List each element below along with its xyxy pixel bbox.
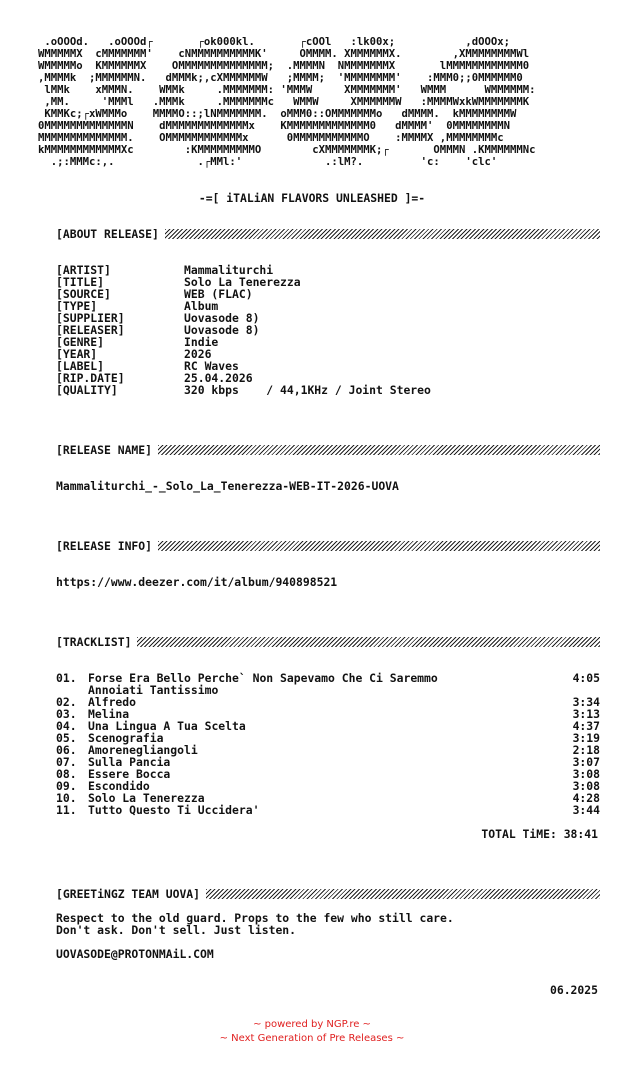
track-title: Amorenegliangoli	[88, 743, 198, 757]
tagline: -=[ iTALiAN FLAVORS UNLEASHED ]=-	[198, 191, 426, 205]
about-key: [TYPE]	[56, 299, 98, 313]
hatched-bar	[158, 541, 600, 551]
about-value: Album	[184, 299, 219, 313]
hatched-bar	[158, 445, 600, 455]
track-row	[56, 804, 600, 816]
hatched-bar	[206, 889, 600, 899]
about-key: [SOURCE]	[56, 287, 111, 301]
about-row-year	[56, 348, 431, 360]
track-title: Melina	[88, 707, 130, 721]
track-duration: 3:19	[572, 731, 600, 745]
track-number: 10.	[56, 791, 77, 805]
tracklist	[56, 672, 600, 816]
track-duration: 3:08	[572, 767, 600, 781]
section-header-greetings	[56, 888, 600, 900]
total-time: TOTAL TiME: 38:41	[481, 827, 598, 841]
about-key: [TITLE]	[56, 275, 105, 289]
track-row	[56, 672, 600, 696]
track-duration: 2:18	[572, 743, 600, 757]
section-header-about	[56, 228, 600, 240]
footer-line-tagline: ~ Next Generation of Pre Releases ~	[219, 1033, 405, 1044]
track-duration: 3:13	[572, 707, 600, 721]
track-number: 06.	[56, 743, 77, 757]
about-value: WEB (FLAC)	[184, 287, 253, 301]
track-duration: 3:44	[572, 803, 600, 817]
about-key: [LABEL]	[56, 359, 105, 373]
track-duration: 4:37	[572, 719, 600, 733]
section-label-release-info: [RELEASE INFO]	[56, 539, 153, 553]
about-row-genre	[56, 336, 431, 348]
about-value: Mammaliturchi	[184, 263, 274, 277]
about-value: 2026	[184, 347, 212, 361]
about-row-source	[56, 288, 431, 300]
about-key: [QUALITY]	[56, 383, 118, 397]
track-number: 09.	[56, 779, 77, 793]
track-title: Forse Era Bello Perche` Non Sapevamo Che Ci Saremmo Annoiati Tantissimo	[88, 671, 438, 697]
section-label-release-name: [RELEASE NAME]	[56, 443, 153, 457]
hatched-bar	[165, 229, 600, 239]
about-row-releaser	[56, 324, 431, 336]
about-key: [SUPPLIER]	[56, 311, 125, 325]
section-label-about: [ABOUT RELEASE]	[56, 227, 159, 241]
track-title: Essere Bocca	[88, 767, 171, 781]
section-header-release-info	[56, 540, 600, 552]
release-name: Mammaliturchi_-_Solo_La_Tenerezza-WEB-IT-2026-UOVA	[56, 479, 399, 493]
track-title: Tutto Questo Ti Uccidera'	[88, 803, 260, 817]
about-value: Uovasode 8)	[184, 311, 260, 325]
about-key: [RELEASER]	[56, 323, 125, 337]
section-header-tracklist	[56, 636, 600, 648]
nfo-date: 06.2025	[549, 983, 598, 997]
track-title: Solo La Tenerezza	[88, 791, 205, 805]
track-title: Alfredo	[88, 695, 137, 709]
section-label-tracklist: [TRACKLIST]	[56, 635, 132, 649]
about-release-list	[56, 264, 431, 396]
about-key: [GENRE]	[56, 335, 105, 349]
greetings-text: Respect to the old guard. Props to the few who still care. Don't ask. Don't sell. Just listen.	[56, 911, 454, 937]
track-duration: 4:05	[572, 671, 600, 685]
about-value: Solo La Tenerezza	[184, 275, 301, 289]
track-title: Scenografia	[88, 731, 164, 745]
contact-email: UOVASODE@PROTONMAiL.COM	[56, 947, 214, 961]
about-value: 320 kbps / 44,1KHz / Joint Stereo	[184, 383, 431, 397]
track-title: Una Lingua A Tua Scelta	[88, 719, 246, 733]
track-title: Escondido	[88, 779, 150, 793]
track-number: 01.	[56, 671, 77, 685]
about-key: [YEAR]	[56, 347, 98, 361]
track-duration: 3:07	[572, 755, 600, 769]
track-number: 07.	[56, 755, 77, 769]
track-number: 03.	[56, 707, 77, 721]
track-number: 11.	[56, 803, 77, 817]
about-value: RC Waves	[184, 359, 239, 373]
track-number: 05.	[56, 731, 77, 745]
section-label-greetings: [GREETiNGZ TEAM UOVA]	[56, 887, 201, 901]
ascii-art-logo: .oOOOd. .oOOOd┌ ┌ok000kl. ┌cOOl :lk00x; ,dOOOx; WMMMMMX cMMMMMMM' cNMMMMMMMMMMK' OMMMM. XMMMMMMX. ,XMMMMMMMMWl WMMMMMo KMMMMMMX OMMMMMMMMMMMMMM; .MMMMN NMMMMMMMX lMMMMMMMMMMMM0 ,MMMMk ;MMMMMMN. dMMMk;,cXMMMMMMW ;MMMM; 'MMMMMMMM' :MMM0;;0MMMMMM0 lMMk xMMMN. WMMk .MMMMMMM: 'MMMW XMMMMMMM' WMMM WMMMMMM: ,MM. 'MMMl .MMMk .MMMMMMMc WMMW XMMMMMMW :MMMMWxkWMMMMMMMK KMMKc;┌xWMMMo MMMMO::;lNMMMMMMM. oMMM0::OMMMMMMMo dMMMM. kMMMMMMMMW 0MMMMMMMMMMMMMN dMMMMMMMMMMMMMx KMMMMMMMMMMMMM0 dMMMM' 0MMMMMMMMN MMMMMMMMMMMMMM. OMMMMMMMMMMMMx 0MMMMMMMMMMMO :MMMMX ,MMMMMMMMc kMMMMMMMMMMMMXc :KMMMMMMMMMO cXMMMMMMMK;┌ OMMMN .KMMMMMMNc .;:MMMc:,. .┌MMl:' .:lM?. 'c: 'clc'	[38, 36, 536, 168]
track-duration: 4:28	[572, 791, 600, 805]
track-row	[56, 696, 600, 708]
about-value: Indie	[184, 335, 219, 349]
about-value: Uovasode 8)	[184, 323, 260, 337]
hatched-bar	[137, 637, 600, 647]
section-header-release-name	[56, 444, 600, 456]
about-value: 25.04.2026	[184, 371, 253, 385]
track-duration: 3:34	[572, 695, 600, 709]
track-title: Sulla Pancia	[88, 755, 171, 769]
about-row-quality	[56, 384, 431, 396]
about-key: [ARTIST]	[56, 263, 111, 277]
release-info-url: https://www.deezer.com/it/album/940898521	[56, 575, 338, 589]
track-number: 02.	[56, 695, 77, 709]
track-number: 08.	[56, 767, 77, 781]
footer	[0, 1018, 624, 1046]
about-key: [RIP.DATE]	[56, 371, 125, 385]
track-duration: 3:08	[572, 779, 600, 793]
footer-line-powered-by: ~ powered by NGP.re ~	[253, 1019, 371, 1030]
track-number: 04.	[56, 719, 77, 733]
